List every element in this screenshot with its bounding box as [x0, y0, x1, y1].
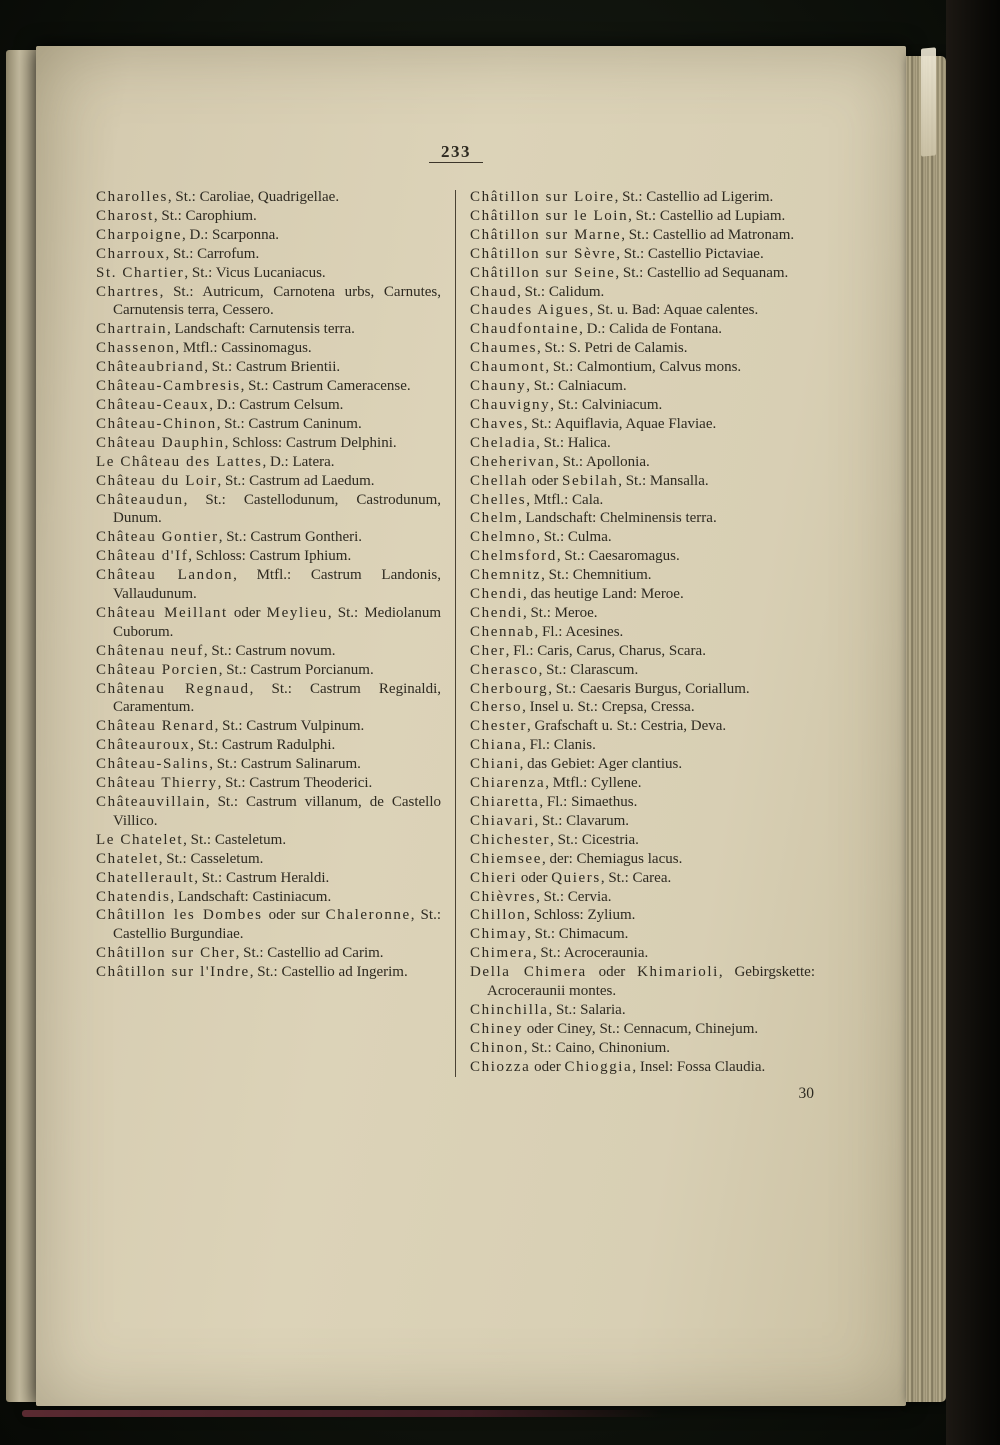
- entry-text: , Landschaft: Chelminensis terra.: [518, 510, 717, 527]
- entry-text: , Schloss: Castrum Delphini.: [224, 434, 397, 451]
- page-content: [96, 142, 816, 1103]
- entry-headword: Meylieu: [266, 604, 328, 621]
- entry: [470, 623, 815, 642]
- entry-text: , Fl.: Acesines.: [534, 623, 624, 640]
- column-divider: [455, 190, 456, 1077]
- entry: [470, 680, 815, 699]
- entry: [470, 925, 815, 944]
- entry-headword: Château Gontier: [96, 529, 219, 546]
- entry: [470, 755, 815, 774]
- entry-text: , Insel: Fossa Claudia.: [632, 1058, 766, 1075]
- entry-headword: Château Porcien: [96, 661, 219, 678]
- entry-headword: Chatelet: [96, 850, 159, 867]
- entry: [96, 434, 441, 453]
- entry: [96, 736, 441, 755]
- entry-headword: Charost: [96, 207, 154, 224]
- entry: [96, 396, 441, 415]
- entry-headword: Chatendis: [96, 888, 171, 905]
- entry-text: , St.: Aquiflavia, Aquae Flaviae.: [523, 415, 717, 432]
- entry-text: , der: Chemiagus lacus.: [541, 850, 683, 867]
- entry-text: , St.: Carophium.: [153, 207, 257, 224]
- entry-text: , St.: Castrum Cameracense.: [240, 378, 411, 395]
- entry-headword: Chiney: [470, 1020, 523, 1037]
- entry-headword: Châtillon sur le Loin: [470, 207, 629, 224]
- entry-headword: Chinchilla: [470, 1001, 549, 1018]
- entry-text: , St.: S. Petri de Calamis.: [537, 340, 688, 357]
- entry: [96, 226, 441, 245]
- entry: [470, 283, 815, 302]
- entry: [96, 283, 441, 321]
- entry-text: , Landschaft: Carnutensis terra.: [167, 321, 355, 338]
- entry-headword: Charpoigne: [96, 226, 182, 243]
- entry-text: , D.: Scarponna.: [181, 226, 280, 243]
- entry-text: , St.: Castrum Radulphi.: [190, 737, 336, 754]
- entry: [470, 888, 815, 907]
- entry-text: , St.: Caesaris Burgus, Coriallum.: [548, 680, 750, 697]
- entry-text: , Schloss: Zylium.: [526, 907, 636, 924]
- entry: [470, 774, 815, 793]
- book-cover: [946, 0, 1000, 1445]
- entry-headword: Chieri: [470, 869, 518, 886]
- entry-text: , St.: Castellio Burgundiae.: [113, 907, 441, 943]
- entry-headword: Chaves: [470, 415, 524, 432]
- entry-headword: Cherbourg: [470, 680, 549, 697]
- entry-headword: Chemnitz: [470, 567, 542, 584]
- entry: [96, 793, 441, 831]
- entry-headword: Château Renard: [96, 718, 215, 735]
- entry: [96, 566, 441, 604]
- entry: [470, 661, 815, 680]
- entry-headword: Le Chatelet: [96, 831, 184, 848]
- entry-headword: Chiaretta: [470, 794, 540, 810]
- entry-text: , St.: Castellio ad Ingerim.: [249, 964, 408, 981]
- entry-headword: Chassenon: [96, 340, 176, 357]
- entry: [470, 339, 815, 358]
- entry-text: , St.: Castellio ad Lupiam.: [628, 207, 786, 224]
- entry-text: , St.: Chemnitium.: [541, 567, 652, 584]
- page-stack-edge: [906, 56, 946, 1402]
- entry-text: , St.: Clarascum.: [538, 661, 639, 678]
- entry-headword: Château Dauphin: [96, 434, 225, 451]
- entry-text: , Mtfl.: Cala.: [526, 491, 604, 508]
- entry: [470, 528, 815, 547]
- entry: [470, 453, 815, 472]
- entry-headword: Chiozza: [470, 1058, 531, 1075]
- entry: [470, 434, 815, 453]
- entry-text: , St.: Chimacum.: [527, 926, 629, 943]
- entry: [96, 472, 441, 491]
- entry-headword: Chelmsford: [470, 548, 557, 565]
- entry-headword: Château Meillant: [96, 604, 228, 621]
- entry-headword: Chelles: [470, 491, 527, 508]
- entry: [96, 453, 441, 472]
- entry-text: , St.: Autricum, Carnotena urbs, Carnutes, Carnutensis terra, Cessero.: [113, 283, 441, 319]
- entry-headword: Chimay: [470, 926, 528, 943]
- entry-text: , St.: Casseletum.: [158, 850, 264, 867]
- entry: [470, 188, 815, 207]
- entry-headword: Châtenau Regnaud: [96, 680, 250, 697]
- entry-headword: Chennab: [470, 623, 535, 640]
- entry-text: , St.: Meroe.: [522, 604, 598, 621]
- entry-text: oder: [527, 472, 563, 489]
- entry-headword: Chioggia: [564, 1058, 633, 1075]
- entry-headword: Chaud: [470, 283, 518, 300]
- entry-headword: Chelm: [470, 510, 518, 527]
- entry: [96, 642, 441, 661]
- entry: [470, 566, 815, 585]
- entry-headword: Khimarioli: [637, 964, 719, 981]
- entry: [470, 831, 815, 850]
- entry: [470, 604, 815, 623]
- entry-headword: Chatellerault: [96, 869, 195, 886]
- entry-text: , St.: Carea.: [600, 869, 672, 886]
- entry-headword: Château-Chinon: [96, 415, 217, 432]
- entry-headword: Chièvres: [470, 888, 537, 905]
- entry-text: , St.: Cervia.: [536, 888, 612, 905]
- entry-headword: Della Chimera: [470, 964, 587, 981]
- entry: [470, 585, 815, 604]
- entry-headword: Château Thierry: [96, 775, 218, 792]
- entry-text: , St.: Halica.: [536, 434, 611, 451]
- entry: [96, 358, 441, 377]
- entry: [470, 207, 815, 226]
- entry-text: , St.: Castrum novum.: [203, 642, 336, 659]
- signature-number: 30: [798, 1084, 814, 1102]
- entry-headword: Quiers: [551, 869, 601, 886]
- book-page: [36, 46, 906, 1406]
- page-number: 233: [429, 142, 483, 163]
- entry-headword: Chiani: [470, 756, 520, 773]
- entry-text: , St.: Castellio ad Sequanam.: [615, 264, 789, 281]
- entry-headword: Chimera: [470, 945, 533, 962]
- entry: [470, 509, 815, 528]
- entry-headword: Chendi: [470, 604, 523, 621]
- entry-headword: Chaudfontaine: [470, 321, 580, 338]
- entry: [96, 188, 441, 207]
- entry-text: , St.: Castrum ad Laedum.: [217, 472, 375, 489]
- entry-text: , Fl.: Simaethus.: [539, 794, 638, 810]
- cover-bottom-edge: [22, 1410, 662, 1417]
- entry-headword: Chaumes: [470, 340, 538, 357]
- entry-headword: Chendi: [470, 586, 523, 603]
- entry-headword: Châteauroux: [96, 737, 191, 754]
- entry: [470, 963, 815, 1001]
- entry: [470, 1058, 815, 1077]
- content-columns: [96, 188, 816, 1077]
- entry-headword: Châteaudun: [96, 491, 184, 508]
- entry-headword: Châtillon sur Sèvre: [470, 245, 617, 262]
- entry-headword: Chelmno: [470, 529, 537, 546]
- entry-text: , St.: Castrum Gontheri.: [218, 529, 363, 546]
- entry: [96, 320, 441, 339]
- entry-text: , St.: Castrum Theoderici.: [217, 775, 373, 792]
- entry: [470, 812, 815, 831]
- entry: [96, 264, 441, 283]
- entry-text: , Fl.: Clanis.: [522, 737, 596, 754]
- entry-text: , St.: Calidum.: [517, 283, 605, 300]
- entry-text: , D.: Calida de Fontana.: [579, 321, 722, 338]
- entry: [470, 415, 815, 434]
- entry: [470, 906, 815, 925]
- entry: [96, 888, 441, 907]
- entry: [470, 1001, 815, 1020]
- entry-headword: Chauny: [470, 378, 527, 395]
- entry-headword: Châtillon sur l'Indre: [96, 964, 250, 981]
- entry: [96, 491, 441, 529]
- entry-text: , St.: Castrum Vulpinum.: [214, 718, 365, 735]
- entry-headword: Châtillon sur Loire: [470, 189, 615, 205]
- entry: [96, 377, 441, 396]
- entry-text: , St.: Calmontium, Calvus mons.: [545, 359, 742, 376]
- entry-text: , St.: Castrum Salinarum.: [209, 756, 361, 773]
- entry-text: , Mtfl.: Cassinomagus.: [175, 340, 312, 357]
- entry-headword: Château-Salins: [96, 756, 210, 773]
- entry-headword: Cher: [470, 642, 506, 659]
- entry-headword: Chaleronne: [325, 907, 411, 924]
- entry-text: , St.: Acroceraunia.: [532, 945, 649, 962]
- entry-text: , St.: Casteletum.: [183, 831, 287, 848]
- entry-text: , St.: Vicus Lucaniacus.: [184, 264, 326, 281]
- entry-headword: Cherasco: [470, 661, 539, 678]
- entry-text: , Insel u. St.: Crepsa, Cressa.: [522, 699, 695, 716]
- entry-headword: Château-Cambresis: [96, 378, 241, 395]
- entry-headword: Chiavari: [470, 812, 535, 829]
- page-header: [96, 142, 816, 162]
- entry-headword: Chiarenza: [470, 775, 546, 792]
- entry-text: , St.: Mansalla.: [618, 472, 709, 489]
- entry-headword: Sebilah: [562, 472, 619, 489]
- entry-headword: Chillon: [470, 907, 527, 924]
- entry: [470, 869, 815, 888]
- entry-text: , St.: Carrofum.: [165, 245, 260, 262]
- signature-row: [96, 1085, 816, 1103]
- entry: [470, 1020, 815, 1039]
- entry-headword: Châtillon sur Seine: [470, 264, 616, 281]
- entry-text: , St.: Calniacum.: [526, 378, 627, 395]
- entry-headword: Charolles: [96, 189, 168, 205]
- entry-headword: Chartrain: [96, 321, 168, 338]
- entry-headword: Chiemsee: [470, 850, 542, 867]
- entry-text: , St.: Castellio ad Carim.: [235, 945, 384, 962]
- entry: [470, 245, 815, 264]
- entry-headword: Château Landon: [96, 567, 234, 584]
- entry-text: , Fl.: Caris, Carus, Charus, Scara.: [505, 642, 706, 659]
- entry-text: oder: [530, 1058, 565, 1075]
- entry: [470, 396, 815, 415]
- entry: [470, 698, 815, 717]
- entry: [470, 793, 815, 812]
- entry: [470, 1039, 815, 1058]
- entry-text: , St.: Castrum Heraldi.: [194, 869, 330, 886]
- entry-headword: Château d'If: [96, 548, 189, 565]
- entry-text: oder sur: [262, 907, 326, 924]
- entry: [96, 339, 441, 358]
- entry-headword: Chaumont: [470, 359, 546, 376]
- entry: [96, 906, 441, 944]
- entry: [96, 944, 441, 963]
- entry-text: , St.: Clavarum.: [534, 812, 630, 829]
- entry: [470, 491, 815, 510]
- entry-headword: Chaudes Aigues: [470, 302, 590, 319]
- entry-text: oder: [517, 869, 552, 886]
- entry-headword: Charroux: [96, 245, 166, 262]
- entry-text: , Grafschaft u. St.: Cestria, Deva.: [527, 718, 727, 735]
- entry: [470, 850, 815, 869]
- entry-headword: Cheladia: [470, 434, 537, 451]
- entry: [470, 944, 815, 963]
- entry-headword: Chiana: [470, 737, 523, 754]
- entry-text: , Mtfl.: Castrum Landonis, Vallaudunum.: [113, 567, 441, 603]
- entry-text: , St.: Mediolanum Cuborum.: [113, 604, 441, 640]
- underlying-page-edge: [6, 50, 36, 1402]
- page-corner-lift: [921, 47, 936, 156]
- entry-text: , St.: Caroliae, Quadrigellae.: [167, 189, 340, 205]
- entry-text: oder: [586, 964, 638, 981]
- entry-text: oder Ciney, St.: Cennacum, Chinejum.: [522, 1020, 759, 1037]
- entry-text: , St.: Calviniacum.: [550, 396, 663, 413]
- entry-text: , St. u. Bad: Aquae calentes.: [589, 302, 759, 319]
- entry-text: , St.: Culma.: [536, 529, 612, 546]
- entry: [96, 869, 441, 888]
- entry: [96, 850, 441, 869]
- entry: [96, 245, 441, 264]
- entry-text: , St.: Castellio ad Matronam.: [621, 226, 795, 243]
- entry-text: , St.: Castrum Caninum.: [216, 415, 362, 432]
- entry-headword: Chester: [470, 718, 528, 735]
- entry: [470, 301, 815, 320]
- entry: [96, 774, 441, 793]
- entry-text: , D.: Latera.: [262, 453, 335, 470]
- entry: [96, 661, 441, 680]
- entry: [470, 226, 815, 245]
- entry-headword: Châtillon sur Marne: [470, 226, 622, 243]
- entry-headword: Chinon: [470, 1039, 524, 1056]
- entry: [470, 472, 815, 491]
- entry: [470, 642, 815, 661]
- entry: [96, 604, 441, 642]
- entry-text: , St.: Castellodunum, Castrodunum, Dunum.: [113, 491, 441, 527]
- entry-headword: Châteauvillain: [96, 794, 206, 810]
- entry-text: , das heutige Land: Meroe.: [522, 586, 684, 603]
- entry-headword: Cheherivan: [470, 453, 556, 470]
- entry-text: , Landschaft: Castiniacum.: [170, 888, 332, 905]
- entry-headword: Château du Loir: [96, 472, 218, 489]
- entry: [96, 831, 441, 850]
- entry: [470, 736, 815, 755]
- entry-headword: Chartres: [96, 283, 160, 300]
- entry: [470, 717, 815, 736]
- entry-text: , St.: Castrum Porcianum.: [218, 661, 374, 678]
- entry-headword: Châtenau neuf: [96, 642, 204, 659]
- entry-headword: Châteaubriand: [96, 359, 205, 376]
- entry-headword: Chellah: [470, 472, 528, 489]
- entry: [96, 207, 441, 226]
- entry-text: , St.: Cicestria.: [550, 831, 639, 848]
- entry-headword: Cherso: [470, 699, 523, 716]
- entry: [96, 717, 441, 736]
- entry-text: , Schloss: Castrum Iphium.: [188, 548, 352, 565]
- entry-text: oder: [227, 604, 267, 621]
- entry-headword: Châtillon les Dombes: [96, 907, 263, 924]
- entry: [96, 415, 441, 434]
- entry: [96, 680, 441, 718]
- entry-text: , St.: Castellio ad Ligerim.: [614, 189, 774, 205]
- entry-headword: St. Chartier: [96, 264, 185, 281]
- entry-text: , St.: Caesaromagus.: [556, 548, 680, 565]
- entry-headword: Chauvigny: [470, 396, 551, 413]
- entry-headword: Chichester: [470, 831, 551, 848]
- entry: [470, 358, 815, 377]
- entry-text: , St.: Caino, Chinonium.: [523, 1039, 671, 1056]
- entry: [96, 528, 441, 547]
- entry: [470, 264, 815, 283]
- entry: [96, 755, 441, 774]
- entry-text: , St.: Castrum villanum, de Castello Villico.: [113, 794, 441, 829]
- entry-headword: Château-Ceaux: [96, 396, 210, 413]
- entry-text: , Mtfl.: Cyllene.: [545, 775, 642, 792]
- column-right: [470, 188, 815, 1077]
- entry-text: , St.: Castellio Pictaviae.: [616, 245, 764, 262]
- entry: [470, 320, 815, 339]
- entry-text: , St.: Castrum Brientii.: [204, 359, 341, 376]
- entry: [96, 963, 441, 982]
- entry: [470, 377, 815, 396]
- entry-text: , das Gebiet: Ager clantius.: [519, 756, 683, 773]
- entry: [96, 547, 441, 566]
- entry-text: , St.: Apollonia.: [555, 453, 650, 470]
- entry-text: , Gebirgskette: Acroceraunii montes.: [487, 964, 815, 1000]
- entry-text: , St.: Castrum Reginaldi, Caramentum.: [113, 680, 441, 716]
- entry: [470, 547, 815, 566]
- entry-text: , D.: Castrum Celsum.: [209, 396, 344, 413]
- entry-headword: Le Château des Lattes: [96, 453, 263, 470]
- entry-text: , St.: Salaria.: [548, 1001, 626, 1018]
- column-left: [96, 188, 441, 1077]
- entry-headword: Châtillon sur Cher: [96, 945, 236, 962]
